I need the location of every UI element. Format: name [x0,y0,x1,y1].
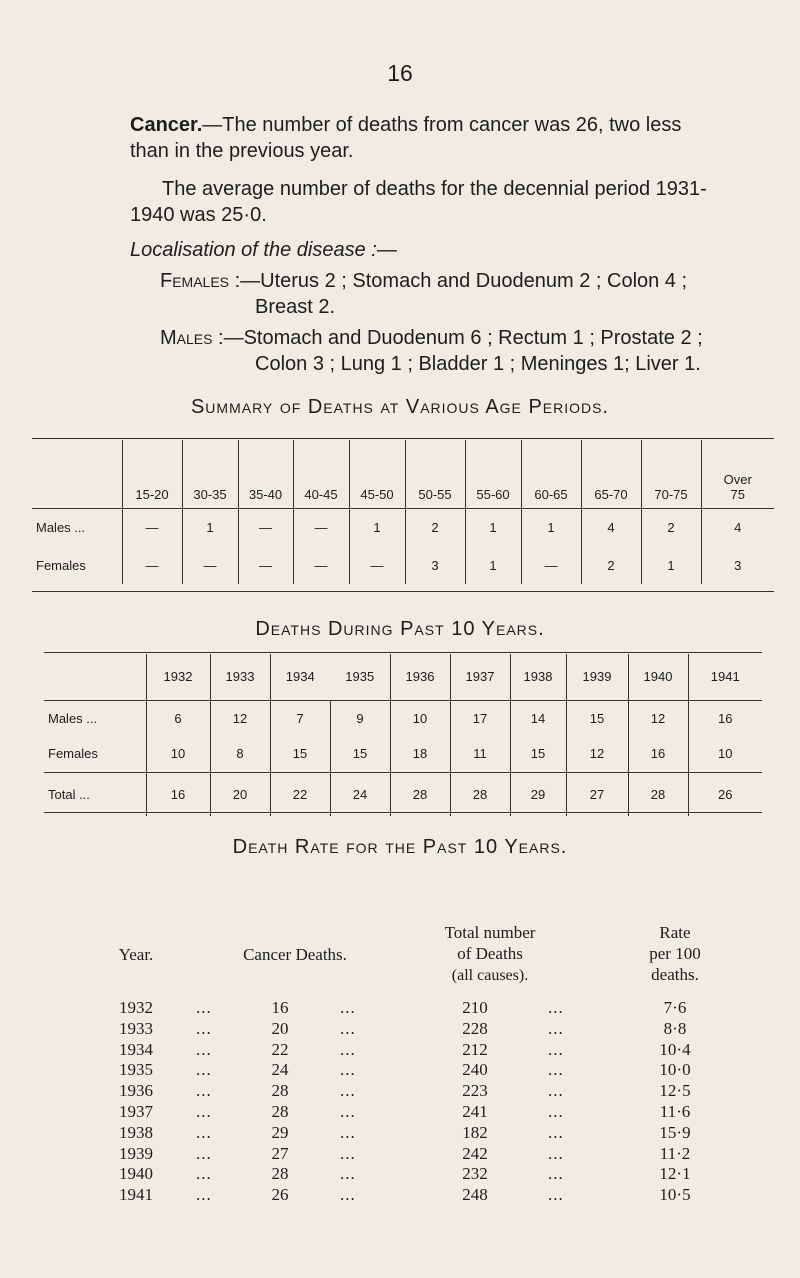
rate-value: 11·2 [659,1143,691,1163]
rate-header-year: Year. [118,945,154,964]
rate-table-title: Death Rate for the Past 10 Years. [232,836,568,858]
rate-header-total-1: Total number [444,923,536,942]
years-col-header: 1933 [210,654,270,700]
years-cell: 24 [330,772,390,816]
years-header-corner [44,654,146,700]
rate-row [100,1081,740,1102]
rate-row [100,1123,740,1144]
years-row-label: Total ... [48,786,90,802]
age-table-title: Summary of Deaths at Various Age Periods. [190,396,610,418]
rate-row [100,1164,740,1185]
rate-dots: ... [548,1101,564,1121]
rate-row [100,1019,740,1040]
rate-year: 1941 [119,1185,153,1205]
age-cell: 1 [521,508,581,546]
rate-cancer: 20 [271,1018,289,1038]
age-cell: 4 [701,508,774,546]
age-cell: — [122,546,182,584]
years-cell: 10 [146,736,210,772]
rate-year: 1937 [119,1101,153,1121]
age-cell: 2 [581,546,641,584]
age-cell: 1 [182,508,238,546]
years-col-header: 1939 [566,654,628,700]
age-cell: 1 [465,546,521,584]
years-cell: 27 [566,772,628,816]
years-cell: 15 [566,700,628,736]
years-cell: 10 [688,736,762,772]
rate-dots: ... [548,1185,564,1205]
rate-year: 1932 [119,998,153,1017]
years-row-females [44,736,762,772]
rate-total: 248 [462,1185,488,1205]
age-col-header: 70-75 [641,440,701,508]
age-cell: 3 [701,546,774,584]
years-cell: 28 [390,772,450,816]
years-cell: 10 [390,700,450,736]
years-cell: 17 [450,700,510,736]
age-col-header: 55-60 [465,440,521,508]
age-cell: — [238,508,293,546]
rate-dots: ... [196,1039,212,1059]
rate-cancer: 28 [271,1081,289,1101]
rate-year: 1936 [119,1081,153,1101]
years-cell: 16 [146,772,210,816]
males-sites-1: Stomach and Duodenum 6 ; Rectum 1 ; Prostate 2 ; [243,327,703,349]
years-cell: 28 [628,772,688,816]
age-row-females [32,546,774,584]
years-row-total [44,772,762,816]
age-cell: — [293,508,349,546]
age-col-header: 30-35 [182,440,238,508]
rate-total: 228 [462,1018,488,1038]
rate-dots: ... [340,1039,356,1059]
females-line-2: Breast 2. [255,296,336,318]
years-cell: 15 [270,736,330,772]
females-line [160,268,687,294]
years-cell: 18 [390,736,450,772]
rate-dots: ... [340,1101,356,1121]
rate-dots: ... [196,998,212,1017]
age-col-header: 15-20 [122,440,182,508]
years-cell: 9 [330,700,390,736]
years-cell: 11 [450,736,510,772]
rate-value: 10·0 [659,1060,691,1080]
rate-header-rate [620,922,730,985]
males-line-2: Colon 3 ; Lung 1 ; Bladder 1 ; Meninges 1; Liver 1. [255,353,701,375]
rate-dots: ... [340,1122,356,1142]
rate-row [100,1040,740,1061]
age-cell: 1 [349,508,405,546]
age-cell: 2 [641,508,701,546]
years-col-header: 1940 [628,654,688,700]
rate-dots: ... [340,1018,356,1038]
years-cell: 20 [210,772,270,816]
rate-value: 7·6 [663,998,687,1017]
age-cell: 1 [465,508,521,546]
years-cell: 16 [628,736,688,772]
age-table [32,440,774,584]
rate-total: 182 [462,1122,488,1142]
rate-dots: ... [340,998,356,1017]
age-cell: — [122,508,182,546]
years-table-title: Deaths During Past 10 Years. [255,618,545,640]
years-cell: 14 [510,700,566,736]
age-cell: — [182,546,238,584]
rate-row [100,1144,740,1165]
years-col-header: 1937 [450,654,510,700]
average-text: The average number of deaths for the decennial period 1931-1940 was 25·0. [130,178,707,226]
years-cell: 6 [146,700,210,736]
years-table-top-rule [44,652,762,653]
years-header-row [44,654,762,700]
rate-cancer: 16 [271,998,289,1017]
males-label: Males :— [160,327,244,349]
age-table-top-rule [32,438,774,439]
years-row-label: Males ... [48,710,98,726]
rate-row [100,1185,740,1206]
rate-dots: ... [548,1143,564,1163]
rate-value: 10·4 [659,1039,691,1059]
page-number: 16 [387,60,413,86]
rate-dots: ... [548,1122,564,1142]
rate-row [100,1102,740,1123]
rate-dots: ... [340,1143,356,1163]
years-cell: 28 [450,772,510,816]
years-cell: 12 [210,700,270,736]
years-cell: 8 [210,736,270,772]
rate-header-total-3: (all causes). [451,967,529,984]
rate-cancer: 29 [271,1122,289,1142]
rate-table [100,922,740,1206]
rate-dots: ... [340,1060,356,1080]
rate-row [100,998,740,1019]
rate-total: 241 [462,1101,488,1121]
rate-total: 223 [462,1081,488,1101]
years-col-header: 1941 [688,654,762,700]
females-label: Females :— [160,270,261,292]
rate-header-rate-3: deaths. [651,965,699,984]
females-sites-1: Uterus 2 ; Stomach and Duodenum 2 ; Colon 4 ; [260,270,688,292]
years-cell: 22 [270,772,330,816]
rate-total: 212 [462,1039,488,1059]
rate-cancer: 26 [271,1185,289,1205]
age-cell: — [349,546,405,584]
rate-year: 1938 [119,1122,153,1142]
age-col-header: 65-70 [581,440,641,508]
rate-dots: ... [196,1122,212,1142]
rate-dots: ... [340,1185,356,1205]
rate-header-total-2: of Deaths [457,944,523,963]
rate-total: 240 [462,1060,488,1080]
rate-cancer: 27 [271,1143,289,1163]
cancer-lead: Cancer. [130,114,203,136]
rate-dots: ... [548,1060,564,1080]
rate-cancer: 22 [271,1039,289,1059]
age-header-corner [32,440,122,508]
age-col-header: 60-65 [521,440,581,508]
rate-header-rate-1: Rate [659,923,691,942]
localisation-heading: Localisation of the disease :— [130,239,397,261]
rate-header-total [400,922,580,986]
rate-year: 1940 [119,1164,153,1184]
age-header-row [32,440,774,508]
age-row-males [32,508,774,546]
years-col-header: 1935 [345,669,375,685]
rate-value: 10·5 [659,1185,691,1205]
years-cell: 12 [628,700,688,736]
rate-dots: ... [196,1143,212,1163]
rate-dots: ... [548,1018,564,1038]
age-col-header: 45-50 [349,440,405,508]
age-cell: 1 [641,546,701,584]
age-cell: — [293,546,349,584]
age-col-header: 35-40 [238,440,293,508]
age-row-label: Males ... [36,519,86,535]
age-cell: 4 [581,508,641,546]
years-table [44,654,762,816]
rate-header-cancer: Cancer Deaths. [243,945,347,964]
years-cell: 15 [330,736,390,772]
age-col-header: 50-55 [405,440,465,508]
years-col-header: 1934 [270,654,330,700]
years-col-header: 1936 [390,654,450,700]
years-col-header: 1932 [146,654,210,700]
rate-year: 1934 [119,1039,153,1059]
rate-dots: ... [196,1101,212,1121]
males-line [160,325,703,351]
rate-total: 210 [462,998,488,1017]
rate-year: 1939 [119,1143,153,1163]
rate-dots: ... [196,1060,212,1080]
years-cell: 16 [688,700,762,736]
age-cell: — [521,546,581,584]
age-table-bottom-rule [32,591,774,592]
rate-dots: ... [340,1081,356,1101]
rate-value: 15·9 [659,1122,691,1142]
age-cell: 2 [405,508,465,546]
rate-year: 1933 [119,1018,153,1038]
rate-total: 242 [462,1143,488,1163]
rate-dots: ... [196,1081,212,1101]
rate-total: 232 [462,1164,488,1184]
rate-header-rate-2: per 100 [649,944,701,963]
years-cell: 26 [688,772,762,816]
rate-dots: ... [340,1164,356,1184]
rate-dots: ... [548,998,564,1017]
rate-year: 1935 [119,1060,153,1080]
average-paragraph [130,176,710,228]
age-cell: — [238,546,293,584]
years-cell: 15 [510,736,566,772]
years-table-bottom-rule [44,812,762,813]
rate-cancer: 28 [271,1164,289,1184]
rate-dots: ... [548,1081,564,1101]
rate-cancer: 28 [271,1101,289,1121]
rate-header [100,922,740,998]
rate-dots: ... [548,1164,564,1184]
years-row-label: Females [48,746,98,762]
cancer-text: —The number of deaths from cancer was 26, two less than in the previous year. [130,114,682,162]
age-col-header: 40-45 [293,440,349,508]
rate-dots: ... [196,1164,212,1184]
rate-value: 8·8 [663,1018,687,1038]
rate-value: 12·5 [659,1081,691,1101]
years-col-header: 1938 [510,654,566,700]
age-cell: 3 [405,546,465,584]
rate-row [100,1060,740,1081]
years-cell: 29 [510,772,566,816]
rate-dots: ... [196,1185,212,1205]
years-cell: 7 [270,700,330,736]
age-col-header: Over 75 [701,440,774,508]
rate-value: 12·1 [659,1164,691,1184]
years-cell: 12 [566,736,628,772]
rate-value: 11·6 [659,1101,691,1121]
cancer-paragraph [130,112,710,164]
years-row-males [44,700,762,736]
rate-cancer: 24 [271,1060,289,1080]
rate-dots: ... [196,1018,212,1038]
rate-dots: ... [548,1039,564,1059]
age-row-label: Females [36,557,86,573]
